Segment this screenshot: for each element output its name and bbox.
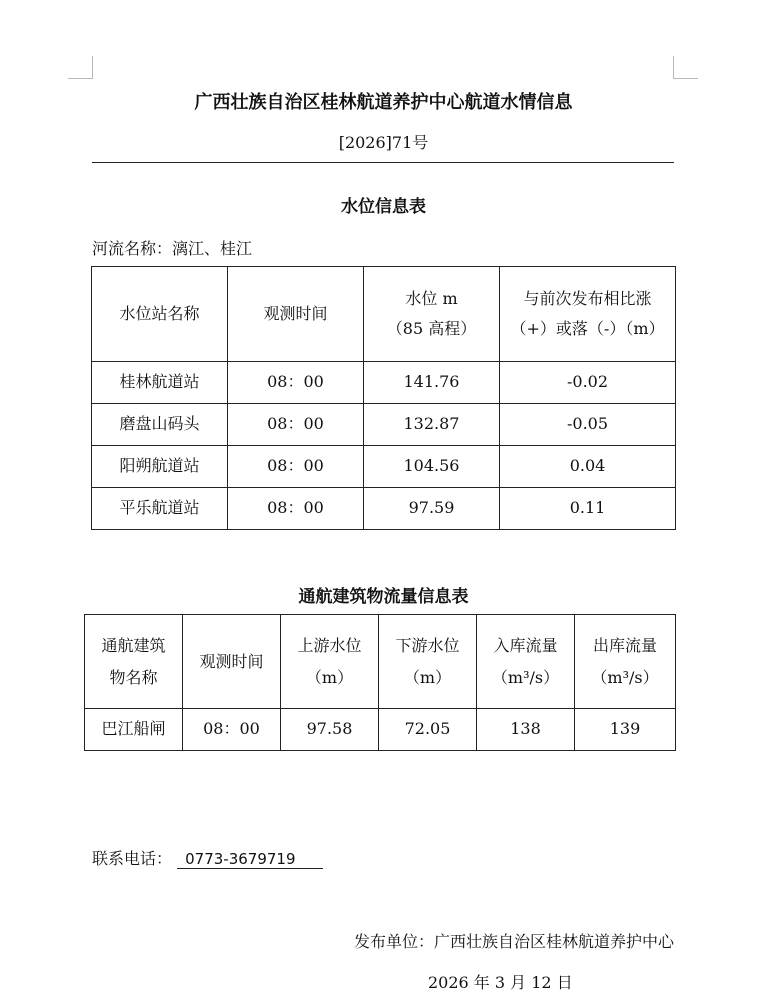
header-inflow-line1: 入库流量: [493, 636, 558, 656]
water-level-value: 97.59: [364, 488, 500, 530]
header-outflow: [575, 615, 676, 709]
header-change: [500, 267, 676, 362]
water-level-value: 104.56: [364, 446, 500, 488]
level-change-value: 0.11: [500, 488, 676, 530]
header-time: 观测时间: [228, 267, 364, 362]
header-inflow: [477, 615, 575, 709]
table-row: [92, 362, 676, 404]
header-structure-name-line1: 通航建筑: [101, 636, 166, 656]
level-change-value: -0.02: [500, 362, 676, 404]
station-name: 磨盘山码头: [92, 404, 228, 446]
table-row: [92, 446, 676, 488]
water-level-section-title: 水位信息表: [341, 197, 426, 217]
document-number: [2026]71号: [338, 133, 429, 152]
header-structure-name: [85, 615, 183, 709]
header-time: 观测时间: [183, 615, 281, 709]
water-level-table: [91, 266, 676, 530]
table-header-row: [85, 615, 676, 709]
header-upstream-line1: 上游水位: [297, 636, 362, 656]
station-name: 桂林航道站: [92, 362, 228, 404]
water-level-value: 141.76: [364, 362, 500, 404]
header-outflow-line2: （m³/s）: [591, 667, 659, 687]
station-name: 平乐航道站: [92, 488, 228, 530]
header-change-line2: （+）或落（-）（m）: [510, 319, 665, 338]
downstream-level-value: 72.05: [379, 709, 477, 751]
observation-time: 08：00: [228, 488, 364, 530]
flow-section-title: 通航建筑物流量信息表: [298, 587, 469, 607]
level-change-value: -0.05: [500, 404, 676, 446]
observation-time: 08：00: [183, 709, 281, 751]
water-level-value: 132.87: [364, 404, 500, 446]
header-outflow-line1: 出库流量: [592, 636, 657, 656]
table-row: [85, 709, 676, 751]
publish-date: 2026 年 3 月 12 日: [428, 973, 573, 992]
table-row: [92, 488, 676, 530]
crop-mark-top-right: [673, 56, 698, 79]
station-name: 阳朔航道站: [92, 446, 228, 488]
header-change-line1: 与前次发布相比涨: [523, 288, 652, 308]
header-level-line1: 水位 m: [405, 288, 458, 308]
header-downstream: [379, 615, 477, 709]
header-downstream-line1: 下游水位: [395, 636, 460, 656]
contact-label: 联系电话：: [92, 849, 173, 868]
header-upstream-line2: （m）: [305, 667, 354, 687]
header-upstream: [281, 615, 379, 709]
header-level: [364, 267, 500, 362]
observation-time: 08：00: [228, 362, 364, 404]
contact-phone: 0773-3679719: [177, 850, 323, 869]
header-divider: [92, 162, 674, 163]
river-name: 河流名称：漓江、桂江: [92, 239, 253, 258]
flow-table: [84, 614, 676, 751]
table-row: [92, 404, 676, 446]
header-level-line2: （85 高程）: [386, 319, 477, 338]
document-title: 广西壮族自治区桂林航道养护中心航道水情信息: [194, 92, 573, 113]
header-downstream-line2: （m）: [403, 667, 452, 687]
outflow-value: 139: [575, 709, 676, 751]
inflow-value: 138: [477, 709, 575, 751]
observation-time: 08：00: [228, 446, 364, 488]
table-header-row: [92, 267, 676, 362]
upstream-level-value: 97.58: [281, 709, 379, 751]
header-structure-name-line2: 物名称: [109, 667, 158, 687]
observation-time: 08：00: [228, 404, 364, 446]
structure-name: 巴江船闸: [85, 709, 183, 751]
header-station: 水位站名称: [92, 267, 228, 362]
publisher: 发布单位：广西壮族自治区桂林航道养护中心: [353, 932, 674, 951]
level-change-value: 0.04: [500, 446, 676, 488]
header-inflow-line2: （m³/s）: [491, 667, 560, 687]
crop-mark-top-left: [68, 56, 93, 79]
contact-line: [92, 846, 323, 869]
